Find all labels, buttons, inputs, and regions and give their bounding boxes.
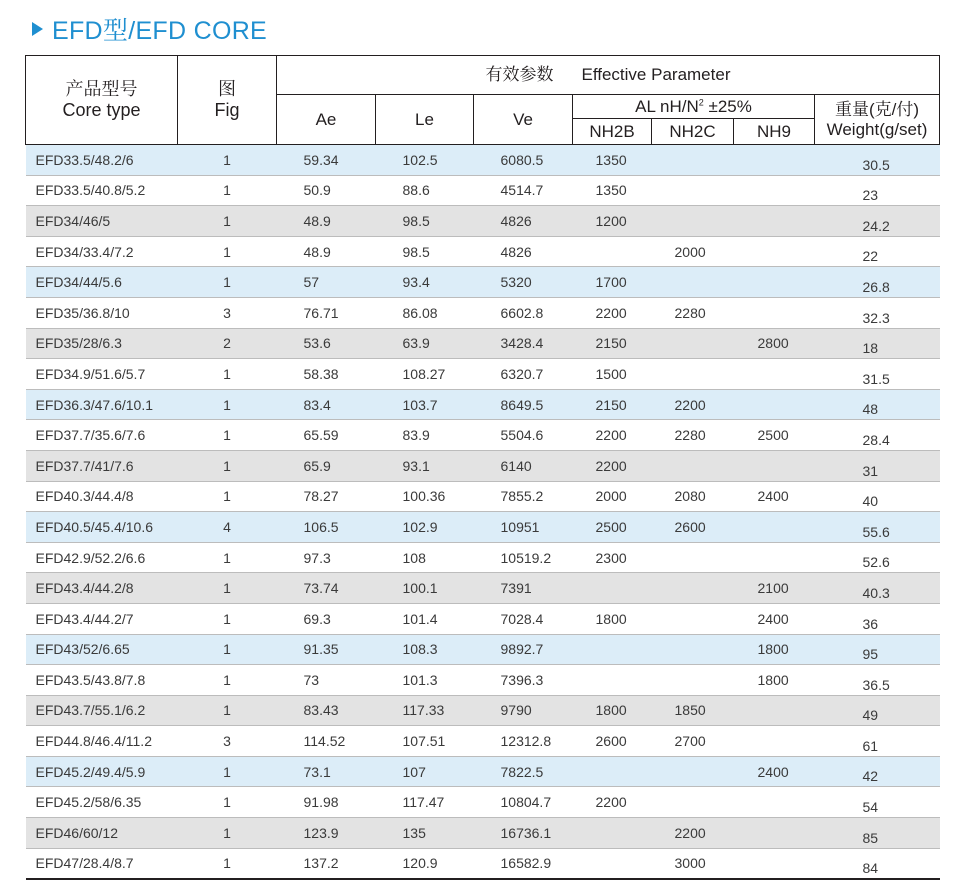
fig-cell: 2 — [178, 328, 277, 359]
nh2c-cell: 2000 — [652, 236, 734, 267]
core-type-header-cn: 产品型号 — [65, 79, 138, 100]
le-header: Le — [376, 95, 474, 145]
nh2b-cell — [573, 848, 652, 879]
ve-cell: 10519.2 — [474, 542, 573, 573]
ve-cell: 4826 — [474, 236, 573, 267]
section-title-text: EFD型/EFD CORE — [52, 17, 268, 45]
weight-header-en: Weight(g/set) — [826, 119, 928, 139]
ve-cell: 5320 — [474, 267, 573, 298]
effective-parameter-cn: 有效参数 — [485, 65, 554, 85]
nh2c-cell: 2080 — [652, 481, 734, 512]
table-row — [26, 297, 940, 328]
ae-cell: 123.9 — [277, 818, 376, 849]
weight-cell: 48 — [815, 389, 940, 420]
nh2c-cell: 2700 — [652, 726, 734, 757]
nh9-cell: 2800 — [734, 328, 815, 359]
al-header-suffix: ±25% — [703, 96, 752, 116]
weight-cell: 85 — [815, 818, 940, 849]
ae-cell: 73 — [277, 665, 376, 696]
nh9-cell — [734, 267, 815, 298]
ve-cell: 16736.1 — [474, 818, 573, 849]
ae-cell: 106.5 — [277, 512, 376, 543]
nh9-cell — [734, 695, 815, 726]
core-type-cell: EFD45.2/49.4/5.9 — [26, 756, 178, 787]
weight-cell: 40 — [815, 481, 940, 512]
ve-cell: 12312.8 — [474, 726, 573, 757]
weight-cell: 40.3 — [815, 573, 940, 604]
fig-cell: 1 — [178, 175, 277, 206]
core-type-cell: EFD33.5/48.2/6 — [26, 145, 178, 176]
le-cell: 117.33 — [376, 695, 474, 726]
nh2c-cell — [652, 603, 734, 634]
fig-cell: 1 — [178, 818, 277, 849]
fig-cell: 1 — [178, 695, 277, 726]
nh2b-cell — [573, 634, 652, 665]
nh9-cell — [734, 542, 815, 573]
ve-cell: 10951 — [474, 512, 573, 543]
fig-cell: 1 — [178, 603, 277, 634]
nh9-cell — [734, 175, 815, 206]
weight-cell: 23 — [815, 175, 940, 206]
le-cell: 86.08 — [376, 297, 474, 328]
ae-cell: 58.38 — [277, 359, 376, 390]
table-row — [26, 756, 940, 787]
fig-cell: 1 — [178, 481, 277, 512]
table-row — [26, 665, 940, 696]
ae-cell: 137.2 — [277, 848, 376, 879]
table-row — [26, 542, 940, 573]
core-type-cell: EFD37.7/35.6/7.6 — [26, 420, 178, 451]
le-cell: 102.9 — [376, 512, 474, 543]
nh2b-cell — [573, 818, 652, 849]
core-type-cell: EFD34/33.4/7.2 — [26, 236, 178, 267]
table-row — [26, 450, 940, 481]
nh9-cell — [734, 726, 815, 757]
weight-cell: 36 — [815, 603, 940, 634]
ve-cell: 7396.3 — [474, 665, 573, 696]
core-type-cell: EFD43.4/44.2/7 — [26, 603, 178, 634]
ae-cell: 78.27 — [277, 481, 376, 512]
le-cell: 93.4 — [376, 267, 474, 298]
nh9-cell — [734, 359, 815, 390]
weight-header — [815, 95, 940, 145]
ae-cell: 65.9 — [277, 450, 376, 481]
weight-cell: 36.5 — [815, 665, 940, 696]
nh9-cell: 2400 — [734, 756, 815, 787]
le-cell: 88.6 — [376, 175, 474, 206]
ve-cell: 9790 — [474, 695, 573, 726]
core-type-cell: EFD36.3/47.6/10.1 — [26, 389, 178, 420]
core-type-cell: EFD34/46/5 — [26, 206, 178, 237]
weight-header-cn: 重量(克/付) — [834, 99, 920, 119]
fig-header-en: Fig — [214, 100, 240, 120]
weight-cell: 49 — [815, 695, 940, 726]
nh2c-cell — [652, 542, 734, 573]
nh2c-cell — [652, 634, 734, 665]
le-cell: 135 — [376, 818, 474, 849]
ae-cell: 57 — [277, 267, 376, 298]
nh9-cell: 1800 — [734, 665, 815, 696]
triangle-bullet-icon — [32, 22, 43, 36]
fig-cell: 1 — [178, 389, 277, 420]
le-cell: 83.9 — [376, 420, 474, 451]
weight-cell: 55.6 — [815, 512, 940, 543]
fig-cell: 3 — [178, 726, 277, 757]
ae-cell: 83.4 — [277, 389, 376, 420]
ae-cell: 53.6 — [277, 328, 376, 359]
nh2c-cell — [652, 206, 734, 237]
nh9-cell — [734, 297, 815, 328]
nh2c-cell: 2200 — [652, 389, 734, 420]
le-cell: 103.7 — [376, 389, 474, 420]
effective-parameter-header — [277, 56, 940, 95]
ae-cell: 73.1 — [277, 756, 376, 787]
table-body — [26, 145, 940, 880]
fig-cell: 1 — [178, 665, 277, 696]
table-row — [26, 267, 940, 298]
nh9-cell: 2400 — [734, 481, 815, 512]
le-cell: 102.5 — [376, 145, 474, 176]
ve-cell: 4514.7 — [474, 175, 573, 206]
fig-cell: 1 — [178, 267, 277, 298]
core-type-cell: EFD33.5/40.8/5.2 — [26, 175, 178, 206]
weight-cell: 28.4 — [815, 420, 940, 451]
fig-cell: 1 — [178, 236, 277, 267]
ae-cell: 76.71 — [277, 297, 376, 328]
nh9-cell: 2500 — [734, 420, 815, 451]
nh2c-cell — [652, 450, 734, 481]
nh2b-cell — [573, 665, 652, 696]
table-row — [26, 848, 940, 879]
weight-cell: 52.6 — [815, 542, 940, 573]
fig-cell: 1 — [178, 359, 277, 390]
ve-cell: 4826 — [474, 206, 573, 237]
nh2c-cell — [652, 267, 734, 298]
weight-cell: 54 — [815, 787, 940, 818]
le-cell: 93.1 — [376, 450, 474, 481]
table-row — [26, 481, 940, 512]
nh2b-header: NH2B — [573, 119, 652, 145]
table-row — [26, 818, 940, 849]
section-title — [32, 14, 267, 44]
fig-header-cn: 图 — [218, 79, 236, 100]
le-cell: 100.1 — [376, 573, 474, 604]
ae-cell: 48.9 — [277, 236, 376, 267]
nh2b-cell — [573, 756, 652, 787]
core-type-cell: EFD43/52/6.65 — [26, 634, 178, 665]
le-cell: 100.36 — [376, 481, 474, 512]
effective-parameter-en: Effective Parameter — [581, 65, 731, 85]
nh2c-cell: 2280 — [652, 420, 734, 451]
table-row — [26, 603, 940, 634]
nh9-header: NH9 — [734, 119, 815, 145]
weight-cell: 42 — [815, 756, 940, 787]
core-type-cell: EFD34/44/5.6 — [26, 267, 178, 298]
fig-cell: 1 — [178, 206, 277, 237]
nh2c-cell: 2200 — [652, 818, 734, 849]
nh2b-cell: 1350 — [573, 175, 652, 206]
nh2c-cell: 2280 — [652, 297, 734, 328]
le-cell: 98.5 — [376, 236, 474, 267]
nh2b-cell: 2000 — [573, 481, 652, 512]
core-type-cell: EFD42.9/52.2/6.6 — [26, 542, 178, 573]
nh9-cell: 2400 — [734, 603, 815, 634]
ae-cell: 83.43 — [277, 695, 376, 726]
nh2c-cell — [652, 787, 734, 818]
nh2c-cell — [652, 145, 734, 176]
ae-cell: 97.3 — [277, 542, 376, 573]
nh2b-cell — [573, 573, 652, 604]
nh9-cell — [734, 145, 815, 176]
ae-header: Ae — [277, 95, 376, 145]
fig-cell: 1 — [178, 848, 277, 879]
nh2c-cell — [652, 756, 734, 787]
fig-cell: 1 — [178, 787, 277, 818]
ve-cell: 7028.4 — [474, 603, 573, 634]
le-cell: 108 — [376, 542, 474, 573]
ae-cell: 48.9 — [277, 206, 376, 237]
core-type-cell: EFD47/28.4/8.7 — [26, 848, 178, 879]
nh2c-cell: 1850 — [652, 695, 734, 726]
nh2b-cell: 2300 — [573, 542, 652, 573]
ve-cell: 6140 — [474, 450, 573, 481]
ae-cell: 91.98 — [277, 787, 376, 818]
core-type-cell: EFD44.8/46.4/11.2 — [26, 726, 178, 757]
al-header — [573, 95, 815, 119]
weight-cell: 30.5 — [815, 145, 940, 176]
nh2b-cell: 1200 — [573, 206, 652, 237]
le-cell: 107 — [376, 756, 474, 787]
fig-cell: 1 — [178, 634, 277, 665]
nh2c-cell — [652, 665, 734, 696]
weight-cell: 24.2 — [815, 206, 940, 237]
le-cell: 117.47 — [376, 787, 474, 818]
nh9-cell: 2100 — [734, 573, 815, 604]
table-row — [26, 726, 940, 757]
weight-cell: 22 — [815, 236, 940, 267]
core-type-cell: EFD37.7/41/7.6 — [26, 450, 178, 481]
nh2b-cell: 1500 — [573, 359, 652, 390]
nh9-cell — [734, 512, 815, 543]
table-row — [26, 145, 940, 176]
core-type-cell: EFD43.5/43.8/7.8 — [26, 665, 178, 696]
nh2c-cell — [652, 328, 734, 359]
nh9-cell — [734, 848, 815, 879]
ve-cell: 7822.5 — [474, 756, 573, 787]
table-row — [26, 634, 940, 665]
ae-cell: 50.9 — [277, 175, 376, 206]
nh9-cell — [734, 236, 815, 267]
al-header-prefix: AL nH/N — [635, 96, 699, 116]
nh2c-cell — [652, 175, 734, 206]
ve-cell: 9892.7 — [474, 634, 573, 665]
fig-cell: 3 — [178, 297, 277, 328]
nh2c-cell: 2600 — [652, 512, 734, 543]
ae-cell: 65.59 — [277, 420, 376, 451]
fig-cell: 1 — [178, 542, 277, 573]
nh2b-cell — [573, 236, 652, 267]
weight-cell: 84 — [815, 848, 940, 879]
nh2b-cell: 1800 — [573, 603, 652, 634]
core-type-cell: EFD34.9/51.6/5.7 — [26, 359, 178, 390]
nh2b-cell: 2200 — [573, 787, 652, 818]
table-row — [26, 512, 940, 543]
weight-cell: 18 — [815, 328, 940, 359]
ve-cell: 6080.5 — [474, 145, 573, 176]
table-row — [26, 359, 940, 390]
core-type-cell: EFD43.7/55.1/6.2 — [26, 695, 178, 726]
nh2b-cell: 2150 — [573, 328, 652, 359]
nh2b-cell: 1700 — [573, 267, 652, 298]
core-type-cell: EFD35/28/6.3 — [26, 328, 178, 359]
weight-cell: 61 — [815, 726, 940, 757]
nh9-cell — [734, 206, 815, 237]
ae-cell: 114.52 — [277, 726, 376, 757]
table-header — [26, 56, 940, 145]
le-cell: 120.9 — [376, 848, 474, 879]
ve-cell: 6320.7 — [474, 359, 573, 390]
weight-cell: 31 — [815, 450, 940, 481]
al-header-sup: 2 — [698, 97, 704, 108]
core-type-cell: EFD35/36.8/10 — [26, 297, 178, 328]
nh2b-cell: 2150 — [573, 389, 652, 420]
core-type-cell: EFD43.4/44.2/8 — [26, 573, 178, 604]
fig-cell: 4 — [178, 512, 277, 543]
le-cell: 63.9 — [376, 328, 474, 359]
table-row — [26, 175, 940, 206]
fig-header — [178, 56, 277, 145]
table-row — [26, 206, 940, 237]
fig-cell: 1 — [178, 420, 277, 451]
core-type-header — [26, 56, 178, 145]
core-type-cell: EFD40.3/44.4/8 — [26, 481, 178, 512]
nh2b-cell: 2500 — [573, 512, 652, 543]
nh2c-cell: 3000 — [652, 848, 734, 879]
core-type-cell: EFD45.2/58/6.35 — [26, 787, 178, 818]
le-cell: 107.51 — [376, 726, 474, 757]
ve-cell: 8649.5 — [474, 389, 573, 420]
nh9-cell — [734, 787, 815, 818]
le-cell: 108.3 — [376, 634, 474, 665]
nh9-cell — [734, 389, 815, 420]
nh2b-cell: 2200 — [573, 450, 652, 481]
fig-cell: 1 — [178, 573, 277, 604]
table-row — [26, 573, 940, 604]
table-row — [26, 328, 940, 359]
ve-cell: 7855.2 — [474, 481, 573, 512]
ae-cell: 91.35 — [277, 634, 376, 665]
ae-cell: 59.34 — [277, 145, 376, 176]
efd-core-spec-table — [25, 55, 940, 880]
nh2c-cell — [652, 573, 734, 604]
fig-cell: 1 — [178, 450, 277, 481]
weight-cell: 26.8 — [815, 267, 940, 298]
ve-cell: 6602.8 — [474, 297, 573, 328]
core-type-header-en: Core type — [62, 100, 141, 120]
nh2b-cell: 1800 — [573, 695, 652, 726]
ve-cell: 10804.7 — [474, 787, 573, 818]
weight-cell: 32.3 — [815, 297, 940, 328]
le-cell: 101.3 — [376, 665, 474, 696]
nh9-cell — [734, 450, 815, 481]
weight-cell: 95 — [815, 634, 940, 665]
le-cell: 101.4 — [376, 603, 474, 634]
le-cell: 108.27 — [376, 359, 474, 390]
ve-cell: 16582.9 — [474, 848, 573, 879]
le-cell: 98.5 — [376, 206, 474, 237]
nh9-cell: 1800 — [734, 634, 815, 665]
core-type-cell: EFD46/60/12 — [26, 818, 178, 849]
table-row — [26, 787, 940, 818]
fig-cell: 1 — [178, 145, 277, 176]
table-row — [26, 389, 940, 420]
ae-cell: 73.74 — [277, 573, 376, 604]
weight-cell: 31.5 — [815, 359, 940, 390]
ae-cell: 69.3 — [277, 603, 376, 634]
table-row — [26, 695, 940, 726]
table-row — [26, 420, 940, 451]
table-row — [26, 236, 940, 267]
nh2b-cell: 2600 — [573, 726, 652, 757]
nh2b-cell: 2200 — [573, 420, 652, 451]
ve-cell: 3428.4 — [474, 328, 573, 359]
nh2b-cell: 2200 — [573, 297, 652, 328]
fig-cell: 1 — [178, 756, 277, 787]
ve-header: Ve — [474, 95, 573, 145]
ve-cell: 7391 — [474, 573, 573, 604]
nh2c-cell — [652, 359, 734, 390]
nh9-cell — [734, 818, 815, 849]
nh2b-cell: 1350 — [573, 145, 652, 176]
nh2c-header: NH2C — [652, 119, 734, 145]
core-type-cell: EFD40.5/45.4/10.6 — [26, 512, 178, 543]
ve-cell: 5504.6 — [474, 420, 573, 451]
